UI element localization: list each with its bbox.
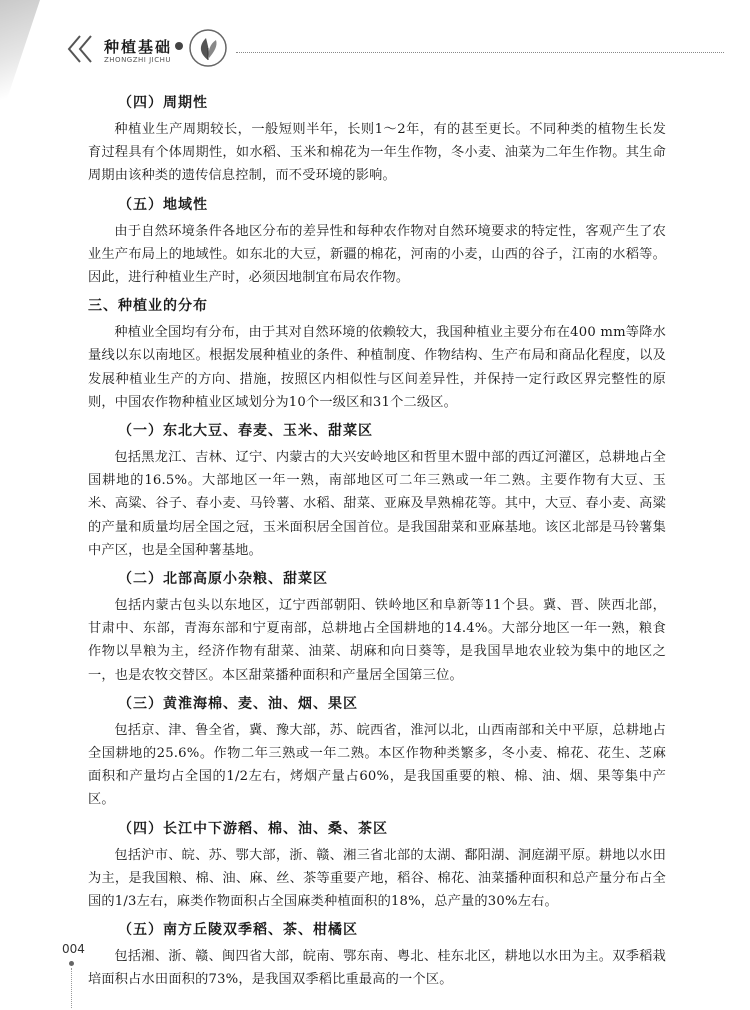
section-heading-north-plateau: （二）北部高原小杂粮、甜菜区	[118, 571, 328, 588]
paragraph: 包括京、津、鲁全省，冀、豫大部，苏、皖西省，淮河以北，山西南部和关中平原，总耕地占全国耕地的25.6%。作物二年三熟或一年二熟。本区作物种类繁多，冬小麦、棉花、花生、芝麻面积和产量均占全国的1/2左右，烤烟产量占60%，是我国重要的粮、棉、油、烟、果等集中产区。	[88, 722, 666, 808]
section-heading-huanghuaihai: （三）黄淮海棉、麦、油、烟、果区	[118, 695, 358, 712]
section-heading-yangtze: （四）长江中下游稻、棉、油、桑、茶区	[118, 820, 388, 837]
paragraph: 包括黑龙江、吉林、辽宁、内蒙古的大兴安岭地区和哲里木盟中部的西辽河灌区，总耕地占全国耕地的16.5%。大部地区一年一熟，南部地区可二年三熟或一年二熟。主要作物有大豆、玉米、高粱、谷子、春小麦、马铃薯、水稻、甜菜、亚麻及旱熟棉花等。其中，大豆、春小麦、高粱的产量和质量均居全国之冠，玉米面积居全国首位。是我国甜菜和亚麻基地。该区北部是马铃薯集中产区，也是全国种薯基地。	[88, 450, 666, 558]
double-chevron-icon	[64, 32, 98, 66]
page-corner-decoration	[0, 0, 40, 120]
section-heading-northeast: （一）东北大豆、春麦、玉米、甜菜区	[118, 423, 373, 440]
paragraph: 由于自然环境条件各地区分布的差异性和每种农作物对自然环境要求的特定性，客观产生了农业生产布局上的地域性。如东北的大豆，新疆的棉花，河南的小麦，山西的谷子，江南的水稻等。因此，进行种植业生产时，必须因地制宜布局农作物。	[88, 223, 666, 286]
page-body	[88, 92, 666, 998]
paragraph: 包括湘、浙、赣、闽四省大部，皖南、鄂东南、粤北、桂东北区，耕地以水田为主。双季稻栽培面积占水田面积的73%，是我国双季稻比重最高的一个区。	[88, 949, 666, 988]
section-heading-southern-hills: （五）南方丘陵双季稻、茶、柑橘区	[118, 922, 358, 939]
page-number: 004	[62, 942, 85, 956]
paragraph: 种植业生产周期较长，一般短则半年，长则1～2年，有的甚至更长。不同种类的植物生长发育过程具有个体周期性，如水稻、玉米和棉花为一年生作物，冬小麦、油菜为二年生作物。其生命周期由该种类的遗传信息控制，而不受环境的影响。	[88, 122, 666, 184]
footer-dot	[69, 961, 74, 966]
section-heading-cycle: （四）周期性	[118, 95, 208, 111]
paragraph: 包括内蒙古包头以东地区，辽宁西部朝阳、铁岭地区和阜新等11个县。冀、晋、陕西北部，甘肃中、东部，青海东部和宁夏南部，总耕地占全国耕地的14.4%。大部分地区一年一熟，粮食作物以旱粮为主，经济作物有甜菜、油菜、胡麻和向日葵等，是我国旱地农业较为集中的地区之一，也是农牧交替区。本区甜菜播种面积和产量居全国第三位。	[88, 598, 666, 683]
header-dot	[175, 42, 183, 50]
chapter-heading-distribution: 三、种植业的分布	[88, 298, 208, 315]
header-subtitle: ZHONGZHI JICHU	[104, 56, 171, 64]
section-heading-region: （五）地域性	[118, 196, 208, 213]
paragraph: 包括沪市、皖、苏、鄂大部，浙、赣、湘三省北部的太湖、鄱阳湖、洞庭湖平原。耕地以水田为主，是我国粮、棉、油、麻、丝、茶等重要产地，稻谷、棉花、油菜播种面积和总产量分布占全国的1/3左右，麻类作物面积占全国麻类种植面积的18%，总产量的30%左右。	[88, 847, 666, 910]
leaf-logo-icon	[188, 28, 228, 68]
header-title: 种植基础	[104, 38, 173, 56]
footer-dotted-rule	[71, 968, 72, 1008]
header-dotted-rule	[236, 52, 724, 53]
paragraph: 种植业全国均有分布，由于其对自然环境的依赖较大，我国种植业主要分布在400 mm等降水量线以东以南地区。根据发展种植业的条件、种植制度、作物结构、生产布局和商品化程度，以及发展种植业生产的方向、措施，按照区内相似性与区间差异性，并保持一定行政区界完整性的原则，中国农作物种植业区域划分为10个一级区和31个二级区。	[88, 325, 666, 410]
running-header	[64, 28, 724, 72]
